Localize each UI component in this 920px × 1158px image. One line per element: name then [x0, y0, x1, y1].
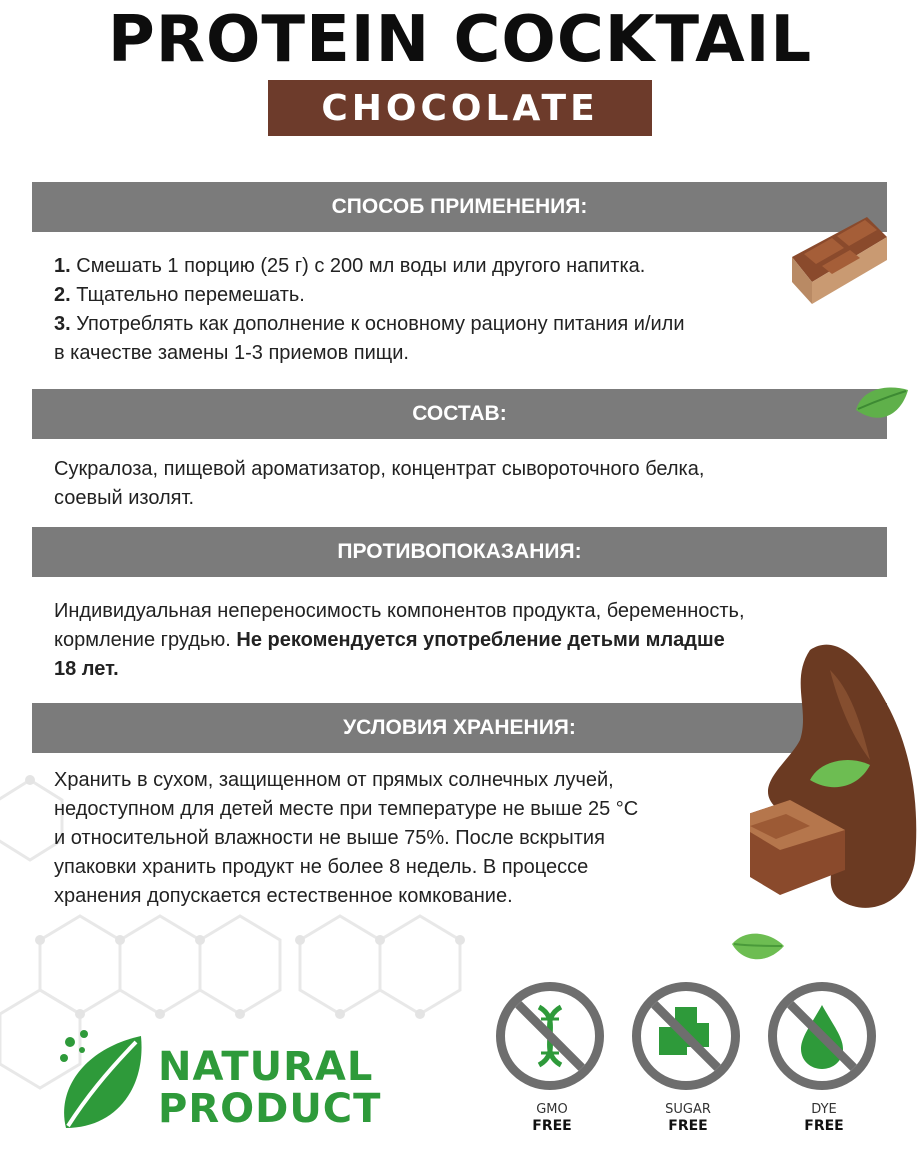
- gmo-free-label: [492, 1102, 612, 1134]
- composition-heading: СОСТАВ:: [32, 389, 887, 439]
- dye-free-text: FREE: [804, 1118, 844, 1134]
- usage-heading: СПОСОБ ПРИМЕНЕНИЯ:: [32, 182, 887, 232]
- natural-leaf-logo-icon: [56, 1028, 156, 1138]
- step-number: 1.: [54, 255, 71, 277]
- sugar-free-label: [628, 1102, 748, 1134]
- product-title: PROTEIN COCKTAIL: [107, 3, 813, 77]
- storage-heading: УСЛОВИЯ ХРАНЕНИЯ:: [32, 703, 887, 753]
- step-number: 3.: [54, 313, 71, 335]
- usage-step-3: [54, 310, 814, 339]
- dna-icon: [505, 991, 595, 1081]
- dye-free-icon: [768, 982, 876, 1090]
- contra-age: 18 лет.: [54, 658, 119, 680]
- sugar-label: SUGAR: [665, 1102, 711, 1117]
- storage-line: упаковки хранить продукт не более 8 недель. В процессе: [54, 856, 589, 878]
- sugar-free-icon: [632, 982, 740, 1090]
- step-text: Смешать 1 порцию (25 г) с 200 мл воды или другого напитка.: [70, 255, 646, 277]
- contra-line-1: Индивидуальная непереносимость компонентов продукта, беременность,: [54, 600, 745, 622]
- natural-product-badge: [158, 1046, 381, 1130]
- gmo-label: GMO: [536, 1102, 568, 1117]
- usage-continuation: в качестве замены 1-3 приемов пищи.: [54, 342, 409, 364]
- composition-line-2: соевый изолят.: [54, 487, 194, 509]
- step-text: Употреблять как дополнение к основному рациону питания и/или: [70, 313, 685, 335]
- usage-step-2: [54, 281, 814, 310]
- dye-free-label: [764, 1102, 884, 1134]
- dye-label: DYE: [811, 1102, 837, 1117]
- flavor-label: CHOCOLATE: [268, 80, 652, 136]
- step-number: 2.: [54, 284, 71, 306]
- storage-line: хранения допускается естественное комкование.: [54, 885, 513, 907]
- contra-warning: Не рекомендуется употребление детьми младше: [236, 629, 725, 651]
- composition-line-1: Сукралоза, пищевой ароматизатор, концентрат сывороточного белка,: [54, 458, 705, 480]
- leaf-icon: [728, 926, 788, 971]
- storage-line: и относительной влажности не выше 75%. После вскрытия: [54, 827, 605, 849]
- gmo-free-text: FREE: [532, 1118, 572, 1134]
- composition-text: [54, 455, 854, 513]
- usage-step-1: [54, 252, 814, 281]
- sugar-cubes-icon: [641, 991, 731, 1081]
- storage-line: недоступном для детей месте при температуре не выше 25 °C: [54, 798, 639, 820]
- usage-text: [54, 252, 814, 368]
- sugar-free-text: FREE: [668, 1118, 708, 1134]
- storage-line: Хранить в сухом, защищенном от прямых солнечных лучей,: [54, 769, 614, 791]
- chocolate-bar-image: [782, 212, 892, 312]
- badge-line-2: PRODUCT: [158, 1086, 382, 1132]
- storage-text: [54, 766, 754, 911]
- contraindications-heading: ПРОТИВОПОКАЗАНИЯ:: [32, 527, 887, 577]
- step-text: Тщательно перемешать.: [70, 284, 305, 306]
- contra-plain: кормление грудью.: [54, 629, 237, 651]
- gmo-free-icon: [496, 982, 604, 1090]
- drop-icon: [777, 991, 867, 1081]
- badge-line-1: NATURAL: [158, 1044, 374, 1090]
- leaf-icon: [852, 382, 912, 432]
- chocolate-splash-image: [750, 630, 920, 930]
